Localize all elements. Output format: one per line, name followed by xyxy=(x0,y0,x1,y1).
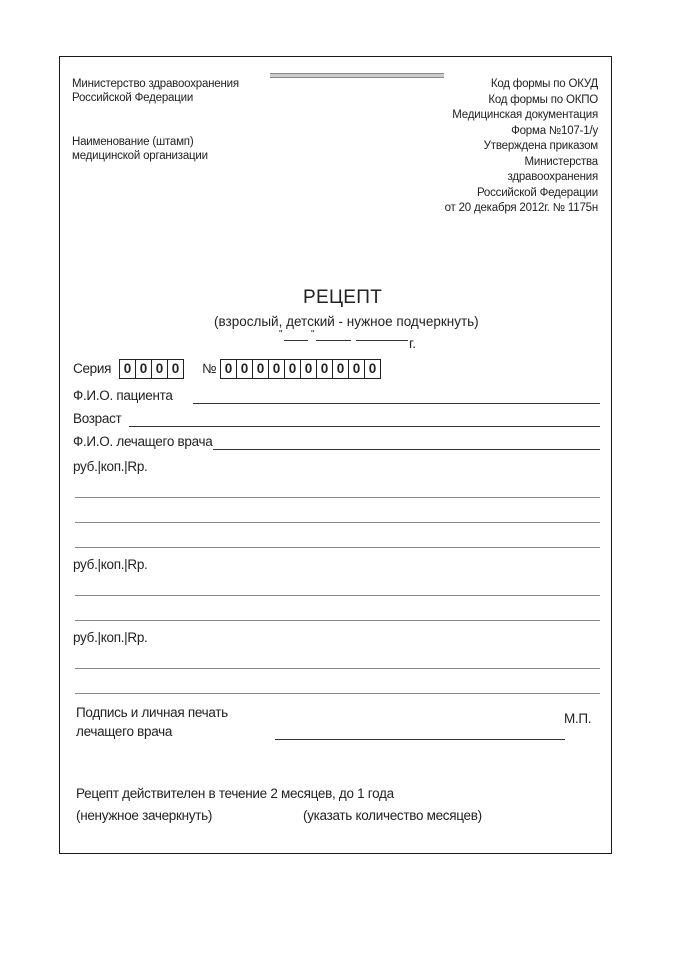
age-label: Возраст xyxy=(73,411,122,426)
rp-line[interactable] xyxy=(75,693,600,694)
doctor-name-line[interactable] xyxy=(213,449,600,450)
series-digit[interactable]: 0 xyxy=(151,359,168,379)
form-subtitle: (взрослый, детский - нужное подчеркнуть) xyxy=(214,314,479,329)
rp-line[interactable] xyxy=(75,522,600,523)
patient-name-label: Ф.И.О. пациента xyxy=(73,388,173,403)
rp-line[interactable] xyxy=(75,547,600,548)
number-digit[interactable]: 0 xyxy=(332,359,349,379)
organization-stamp-label xyxy=(72,135,208,163)
ministry-line-2: Российской Федерации xyxy=(72,92,194,104)
number-digit[interactable]: 0 xyxy=(268,359,285,379)
number-digit[interactable]: 0 xyxy=(252,359,269,379)
signature-line-2: лечащего врача xyxy=(76,724,173,739)
date-close-quote: " xyxy=(311,329,315,340)
prescription-form xyxy=(59,56,612,854)
number-digit[interactable]: 0 xyxy=(236,359,253,379)
date-month-line[interactable] xyxy=(316,340,351,341)
rp-label-3: руб.|коп.|Rp. xyxy=(73,630,148,645)
org-line-1: Наименование (штамп) xyxy=(72,136,194,148)
number-digit[interactable]: 0 xyxy=(316,359,333,379)
doctor-name-label: Ф.И.О. лечащего врача xyxy=(73,434,213,449)
form-number: Форма №107-1/у xyxy=(511,124,598,137)
number-digit[interactable]: 0 xyxy=(220,359,237,379)
series-digit[interactable]: 0 xyxy=(119,359,136,379)
medical-doc-label: Медицинская документация xyxy=(452,109,598,121)
validity-months-note: (указать количество месяцев) xyxy=(303,808,482,823)
validity-text: Рецепт действителен в течение 2 месяцев, до 1 года xyxy=(76,786,394,801)
stamp-place-label: М.П. xyxy=(564,711,592,726)
form-code-block xyxy=(445,77,598,217)
form-title: РЕЦЕПТ xyxy=(303,287,383,308)
rp-line[interactable] xyxy=(75,620,600,621)
number-boxes[interactable] xyxy=(220,359,381,379)
rp-label-1: руб.|коп.|Rp. xyxy=(73,459,148,474)
age-line[interactable] xyxy=(129,426,600,427)
series-digit[interactable]: 0 xyxy=(167,359,184,379)
number-sign: № xyxy=(202,361,217,376)
approved-label: Утверждена приказом xyxy=(483,140,598,152)
org-line-2: медицинской организации xyxy=(72,150,208,162)
patient-name-line[interactable] xyxy=(193,403,600,404)
top-decorative-bar xyxy=(270,73,444,78)
number-digit[interactable]: 0 xyxy=(348,359,365,379)
rp-line[interactable] xyxy=(75,497,600,498)
signature-line-1: Подпись и личная печать xyxy=(76,705,228,720)
date-year-suffix: г. xyxy=(409,336,417,351)
okpo-code: Код формы по ОКПО xyxy=(488,93,598,106)
series-label: Серия xyxy=(73,361,112,376)
signature-label xyxy=(76,703,228,741)
series-digit[interactable]: 0 xyxy=(135,359,152,379)
date-day-line[interactable] xyxy=(284,340,308,341)
date-open-quote: " xyxy=(279,329,283,340)
validity-strike-note: (ненужное зачеркнуть) xyxy=(76,808,213,823)
okud-code: Код формы по ОКУД xyxy=(490,78,598,90)
federation-word: Российской Федерации xyxy=(476,186,598,199)
order-date: от 20 декабря 2012г. № 1175н xyxy=(444,202,598,214)
rp-line[interactable] xyxy=(75,595,600,596)
ministry-line-1: Министерство здравоохранения xyxy=(72,78,239,90)
health-word: здравоохранения xyxy=(507,171,598,183)
number-digit[interactable]: 0 xyxy=(364,359,381,379)
date-year-line[interactable] xyxy=(356,340,408,341)
signature-line[interactable] xyxy=(275,739,565,740)
ministry-word: Министерства xyxy=(524,155,598,168)
rp-line[interactable] xyxy=(75,668,600,669)
series-boxes[interactable] xyxy=(119,359,184,379)
ministry-header xyxy=(72,77,239,105)
rp-label-2: руб.|коп.|Rp. xyxy=(73,557,148,572)
number-digit[interactable]: 0 xyxy=(300,359,317,379)
number-digit[interactable]: 0 xyxy=(284,359,301,379)
